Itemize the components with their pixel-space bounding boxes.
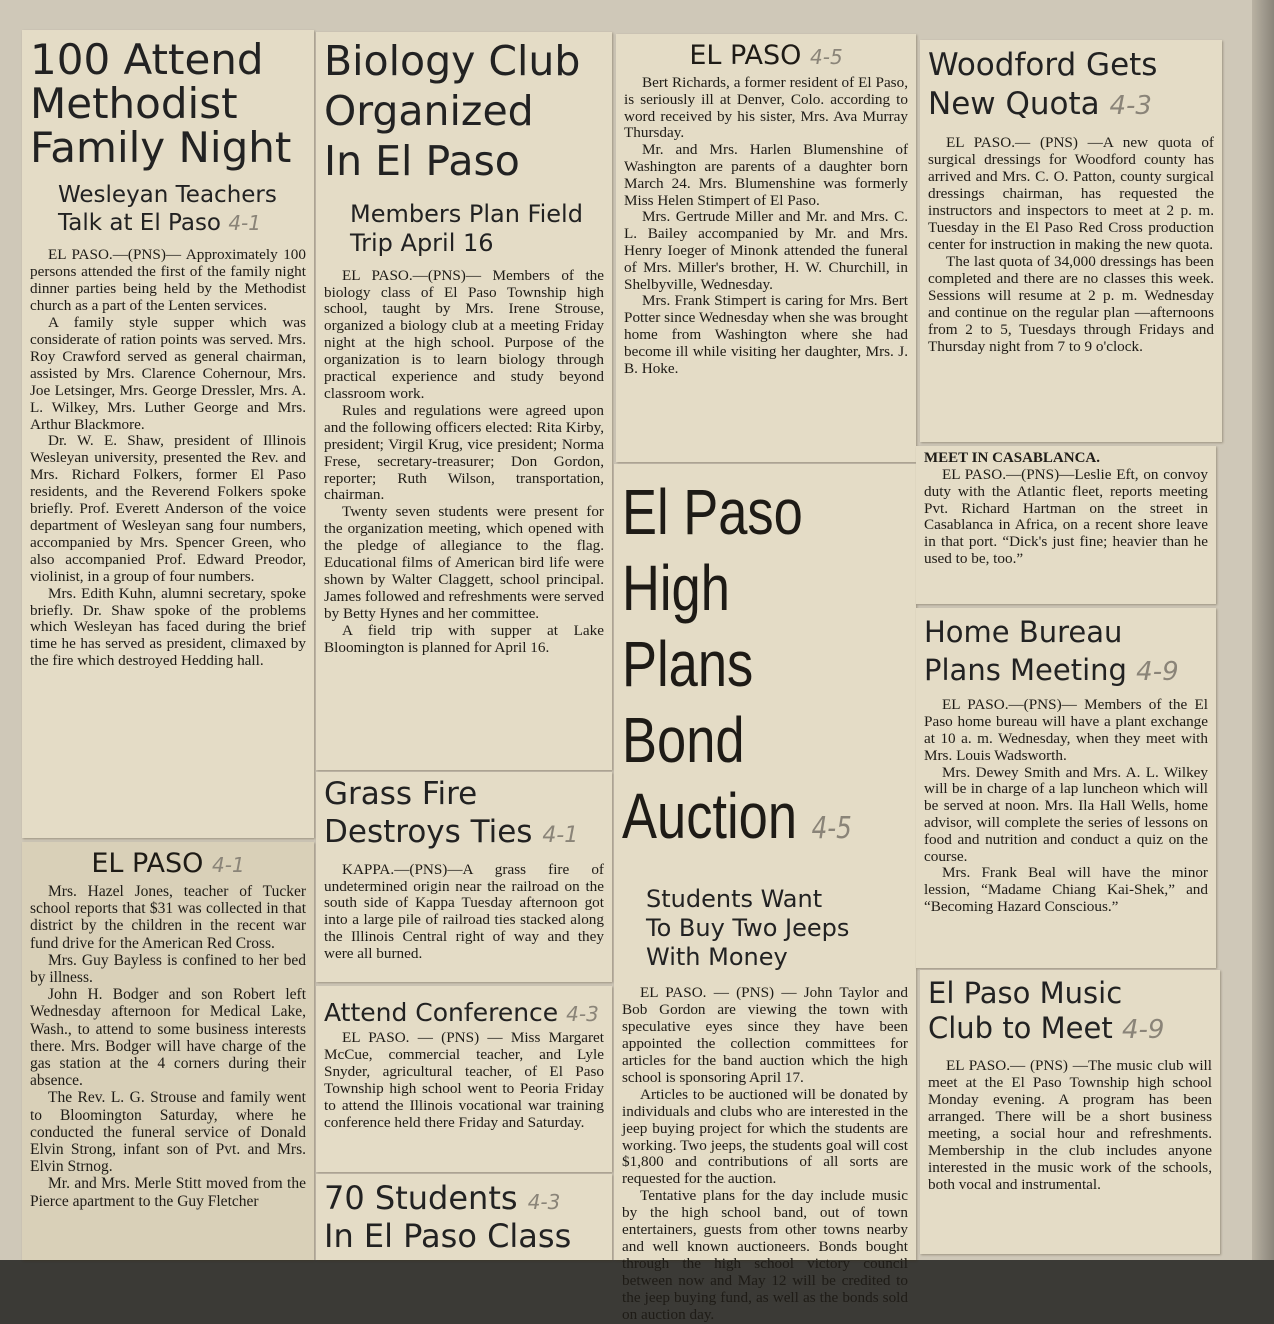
article-body — [622, 985, 908, 1323]
article-body — [324, 1030, 604, 1131]
headline-line: 70 Students — [324, 1179, 518, 1217]
headline-line: Plans Meeting — [924, 652, 1127, 687]
headline-line: Attend Conference — [324, 998, 559, 1027]
paragraph: KAPPA.—(PNS)—A grass fire of undetermined origin near the railroad on the south side of Kappa Tuesday afternoon got into a large pile of railroad ties stacked along the Illinois Central right of way and they were all burned. — [324, 860, 604, 963]
paragraph: Rules and regulations were agreed upon and the following officers elected: Rita Kirby, president; Virgil Krug, vice president; Norma Frese, secretary-treasurer; Don Gordon, reporter; Ruth Wilson, transportation, chairman. — [324, 401, 604, 504]
article-body — [928, 1057, 1212, 1193]
paragraph: Mrs. Edith Kuhn, alumni secretary, spoke briefly. Dr. Shaw spoke of the problems which Wesleyan has faced during the brief time he has served as president, climaxed by the fire which destroyed Hedding hall. — [30, 584, 306, 670]
clipping-grass-fire — [316, 772, 612, 982]
subheadline — [58, 182, 306, 237]
article-body — [324, 268, 604, 657]
paragraph: Mrs. Hazel Jones, teacher of Tucker school reports that $31 was collected in that district by the children in the recent war fund drive for the American Red Cross. — [30, 883, 306, 952]
subheadline-line: With Money — [646, 942, 788, 971]
paragraph: EL PASO.—(PNS)— Approximately 100 persons attended the first of the family night dinner parties being held by the Methodist church as a part of the Lenten services. — [30, 246, 306, 315]
paragraph: Mrs. Frank Beal will have the minor lession, “Madame Chiang Kai-Shek,” and “Becoming Hazard Conscious.” — [924, 864, 1208, 916]
article-body — [928, 134, 1214, 355]
headline-line: Club to Meet — [928, 1011, 1113, 1046]
headline — [324, 36, 604, 186]
clipping-meet-in-casablanca — [916, 446, 1216, 604]
section-heading-text: EL PASO — [91, 848, 204, 879]
handwritten-date: 4-3 — [566, 1002, 599, 1026]
headline-line: Auction — [622, 780, 798, 852]
handwritten-date: 4-1 — [228, 210, 261, 235]
headline-line: Woodford Gets — [928, 47, 1158, 83]
paragraph: Bert Richards, a former resident of El Paso, is seriously ill at Denver, Colo. according to word received by his sister, Mrs. Ava Murray Thursday. — [624, 74, 908, 142]
clipping-el-paso-news-2 — [616, 34, 916, 462]
headline-line: In El Paso — [324, 137, 520, 186]
headline-line: New Quota — [928, 85, 1100, 122]
paragraph: Twenty seven students were present for the organization meeting, which opened with the pledge of allegiance to the flag. Educational films of American bird life were shown by Walter Claggett, school principal. James followed and refreshments were served by Betty Hynes and her committee. — [324, 503, 604, 622]
handwritten-date: 4-1 — [542, 822, 579, 848]
article-body — [624, 75, 908, 377]
paragraph: The last quota of 34,000 dressings has been completed and there are no classes this week. Sessions will resume at 2 p. m. Wednesday and continue on the regular plan —afternoons from 2 to 5, Tuesdays through Fridays and Thursday night from 7 to 9 o'clock. — [928, 252, 1214, 355]
clipping-70-students — [316, 1174, 612, 1260]
paragraph: EL PASO.—(PNS)— Members of the biology class of El Paso Township high school, taught by Mrs. Irene Strouse, organized a biology club at a meeting Friday night at the high school. Purpose of the organization is to learn biology through practical experience and study beyond classroom work. — [324, 266, 604, 402]
subheadline-line: Students Want — [646, 885, 823, 913]
headline-line: El Paso High — [622, 476, 803, 624]
headline-line: Grass Fire — [324, 776, 478, 812]
handwritten-date: 4-9 — [1121, 1015, 1165, 1046]
clipping-bond-auction — [614, 464, 916, 1323]
subheadline-line: Members Plan Field — [350, 200, 583, 229]
headline — [928, 46, 1214, 124]
subheadline-line: To Buy Two Jeeps — [646, 913, 850, 942]
headline-line: In El Paso Class — [324, 1216, 572, 1255]
subheadline — [350, 200, 604, 258]
headline-line: Destroys Ties — [324, 813, 533, 850]
paragraph: EL PASO. — (PNS) — John Taylor and Bob Gordon are viewing the town with speculative eyes since they have been appointed the collection committees for articles for the band auction which the high school is sponsoring April 17. — [622, 984, 908, 1086]
handwritten-date: 4-3 — [1109, 90, 1152, 121]
article-body — [924, 467, 1208, 568]
paragraph: Mrs. Dewey Smith and Mrs. A. L. Wilkey will be in charge of a lap luncheon which will be served at noon. Mrs. Ila Hall Wells, home advisor, will complete the series of lessons on food and nutrition and conduct a quiz on the course. — [924, 763, 1208, 865]
headline-line: Biology Club — [324, 37, 581, 85]
handwritten-date: 4-1 — [212, 853, 245, 877]
clipping-methodist-family-night — [22, 30, 314, 838]
headline-line: Plans Bond — [622, 628, 754, 776]
subheadline-line: Trip April 16 — [350, 228, 494, 257]
paragraph: Articles to be auctioned will be donated by individuals and clubs who are interested in the jeep buying project for which the students are working. Two jeeps, the students goal will cost $1,800 and contributions of all sorts are requested for the auction. — [622, 1085, 908, 1188]
clipping-music-club — [920, 970, 1220, 1254]
paragraph: Dr. W. E. Shaw, president of Illinois Wesleyan university, presented the Rev. and Mrs. Richard Folkers, former El Paso residents, and the Reverend Folkers spoke briefly. Prof. Everett Anderson of the voice department of Wesleyan sang four numbers, accompanied by Mrs. Spencer Green, who also accompanied Prof. Edward Preodor, violinist, in a group of four numbers. — [30, 432, 306, 585]
headline-line: El Paso Music — [928, 976, 1123, 1010]
clipping-home-bureau — [916, 608, 1216, 968]
clipping-woodford-quota — [920, 40, 1222, 442]
paragraph: A field trip with supper at Lake Bloomington is planned for April 16. — [324, 621, 604, 656]
headline — [324, 1000, 604, 1026]
clipping-attend-conference — [316, 986, 612, 1172]
headline-line: Organized — [324, 87, 534, 136]
headline-line: Methodist — [30, 79, 238, 129]
handwritten-date: 4-5 — [811, 811, 852, 846]
paragraph: Mr. and Mrs. Harlen Blumenshine of Washington are parents of a daughter born March 24. Mrs. Blumenshine was formerly Miss Helen Stimpert of El Paso. — [624, 141, 908, 209]
article-body — [30, 247, 306, 670]
article-body — [324, 862, 604, 963]
subheadline — [646, 885, 908, 971]
clipping-biology-club — [316, 32, 612, 770]
headline — [928, 976, 1212, 1047]
section-heading — [30, 848, 306, 879]
headline — [30, 35, 306, 173]
paragraph: The Rev. L. G. Strouse and family went to Bloomington Saturday, where he conducted the funeral service of Donald Elvin Strong, infant son of Pvt. and Mrs. Elvin Strnog. — [30, 1089, 306, 1176]
paragraph: EL PASO. — (PNS) — Miss Margaret McCue, commercial teacher, and Lyle Snyder, agricultural teacher, of El Paso Township high school went to Peoria Friday to attend the Illinois vocational war training conference held there Friday and Saturday. — [324, 1029, 604, 1131]
section-heading-text: EL PASO — [689, 40, 802, 71]
section-heading — [624, 40, 908, 71]
headline — [622, 474, 908, 867]
paragraph: Tentative plans for the day include music by the high school band, out of town entertainers, guests from other towns nearby and well known auctioneers. Bonds bought through the high school victory council between now and May 12 will be credited to the jeep buying fund, as well as the bonds sold on auction day. — [622, 1187, 908, 1323]
paragraph: EL PASO.—(PNS)—Leslie Eft, on convoy duty with the Atlantic fleet, reports meeting Pvt. Richard Hartman on the street in Casablanca in Africa, on a recent shore leave in that port. “Dick's just fine; heavier than he used to be, too.” — [924, 466, 1208, 567]
paragraph: EL PASO.—(PNS)— Members of the El Paso home bureau will have a plant exchange at 10 a. m. Wednesday, when they meet with Mrs. Louis Wadsworth. — [924, 696, 1208, 764]
subheadline-line: Wesleyan Teachers — [58, 182, 277, 209]
paragraph: Mr. and Mrs. Merle Stitt moved from the Pierce apartment to the Guy Fletcher — [30, 1175, 306, 1210]
headline — [324, 1180, 604, 1256]
headline — [924, 614, 1208, 689]
headline: MEET IN CASABLANCA. — [924, 450, 1101, 466]
handwritten-date: 4-3 — [527, 1190, 561, 1214]
paragraph: Mrs. Frank Stimpert is caring for Mrs. Bert Potter since Wednesday when she was brought home from Washington where she had become ill while visiting her daughter, Mrs. J. B. Hoke. — [624, 292, 908, 377]
paragraph: John H. Bodger and son Robert left Wednesday afternoon for Medical Lake, Wash., to attend to some business interests there. Mrs. Bodger will have charge of the gas station at the 4 corners during their absence. — [30, 986, 306, 1090]
article-body — [924, 697, 1208, 915]
handwritten-date: 4-5 — [810, 45, 843, 69]
headline-line: Home Bureau — [924, 615, 1123, 649]
paragraph: EL PASO.— (PNS) —The music club will meet at the El Paso Township high school Monday evening. A program has been arranged. There will be a short business meeting, a social hour and refreshments. Membership in the club includes anyone interested in the music work of the schools, both vocal and instrumental. — [928, 1057, 1212, 1194]
subheadline-line: Talk at El Paso — [58, 209, 221, 236]
handwritten-date: 4-9 — [1136, 656, 1179, 687]
clipping-el-paso-news-1 — [22, 842, 314, 1260]
paragraph: A family style supper which was considerate of ration points was served. Mrs. Roy Crawford served as general chairman, assisted by Mrs. Clarence Cohernour, Mrs. Joe Letsinger, Mrs. George Dressler, Mrs. A. L. Wilkey, Mrs. Luther George and Mrs. Arthur Blackmore. — [30, 314, 306, 433]
paragraph: Mrs. Guy Bayless is confined to her bed by illness. — [30, 951, 306, 987]
paragraph: Mrs. Gertrude Miller and Mr. and Mrs. C. L. Bailey accompanied by Mr. and Mrs. Henry Ioeger of Minonk attended the funeral of Mrs. Miller's brother, H. W. Churchill, in Shelbyville, Wednesday. — [624, 208, 908, 293]
headline-line: Family Night — [30, 123, 292, 173]
paragraph: EL PASO.— (PNS) —A new quota of surgical dressings for Woodford county has arrived and Mrs. C. O. Patton, county surgical dressings chairman, has requested the instructors and inspectors to meet at 2 p. m. Tuesday in the El Paso Red Cross production center for instruction in making the new quota. — [928, 133, 1214, 253]
headline — [324, 776, 604, 852]
article-body — [30, 883, 306, 1210]
headline-line: 100 Attend — [30, 35, 264, 84]
